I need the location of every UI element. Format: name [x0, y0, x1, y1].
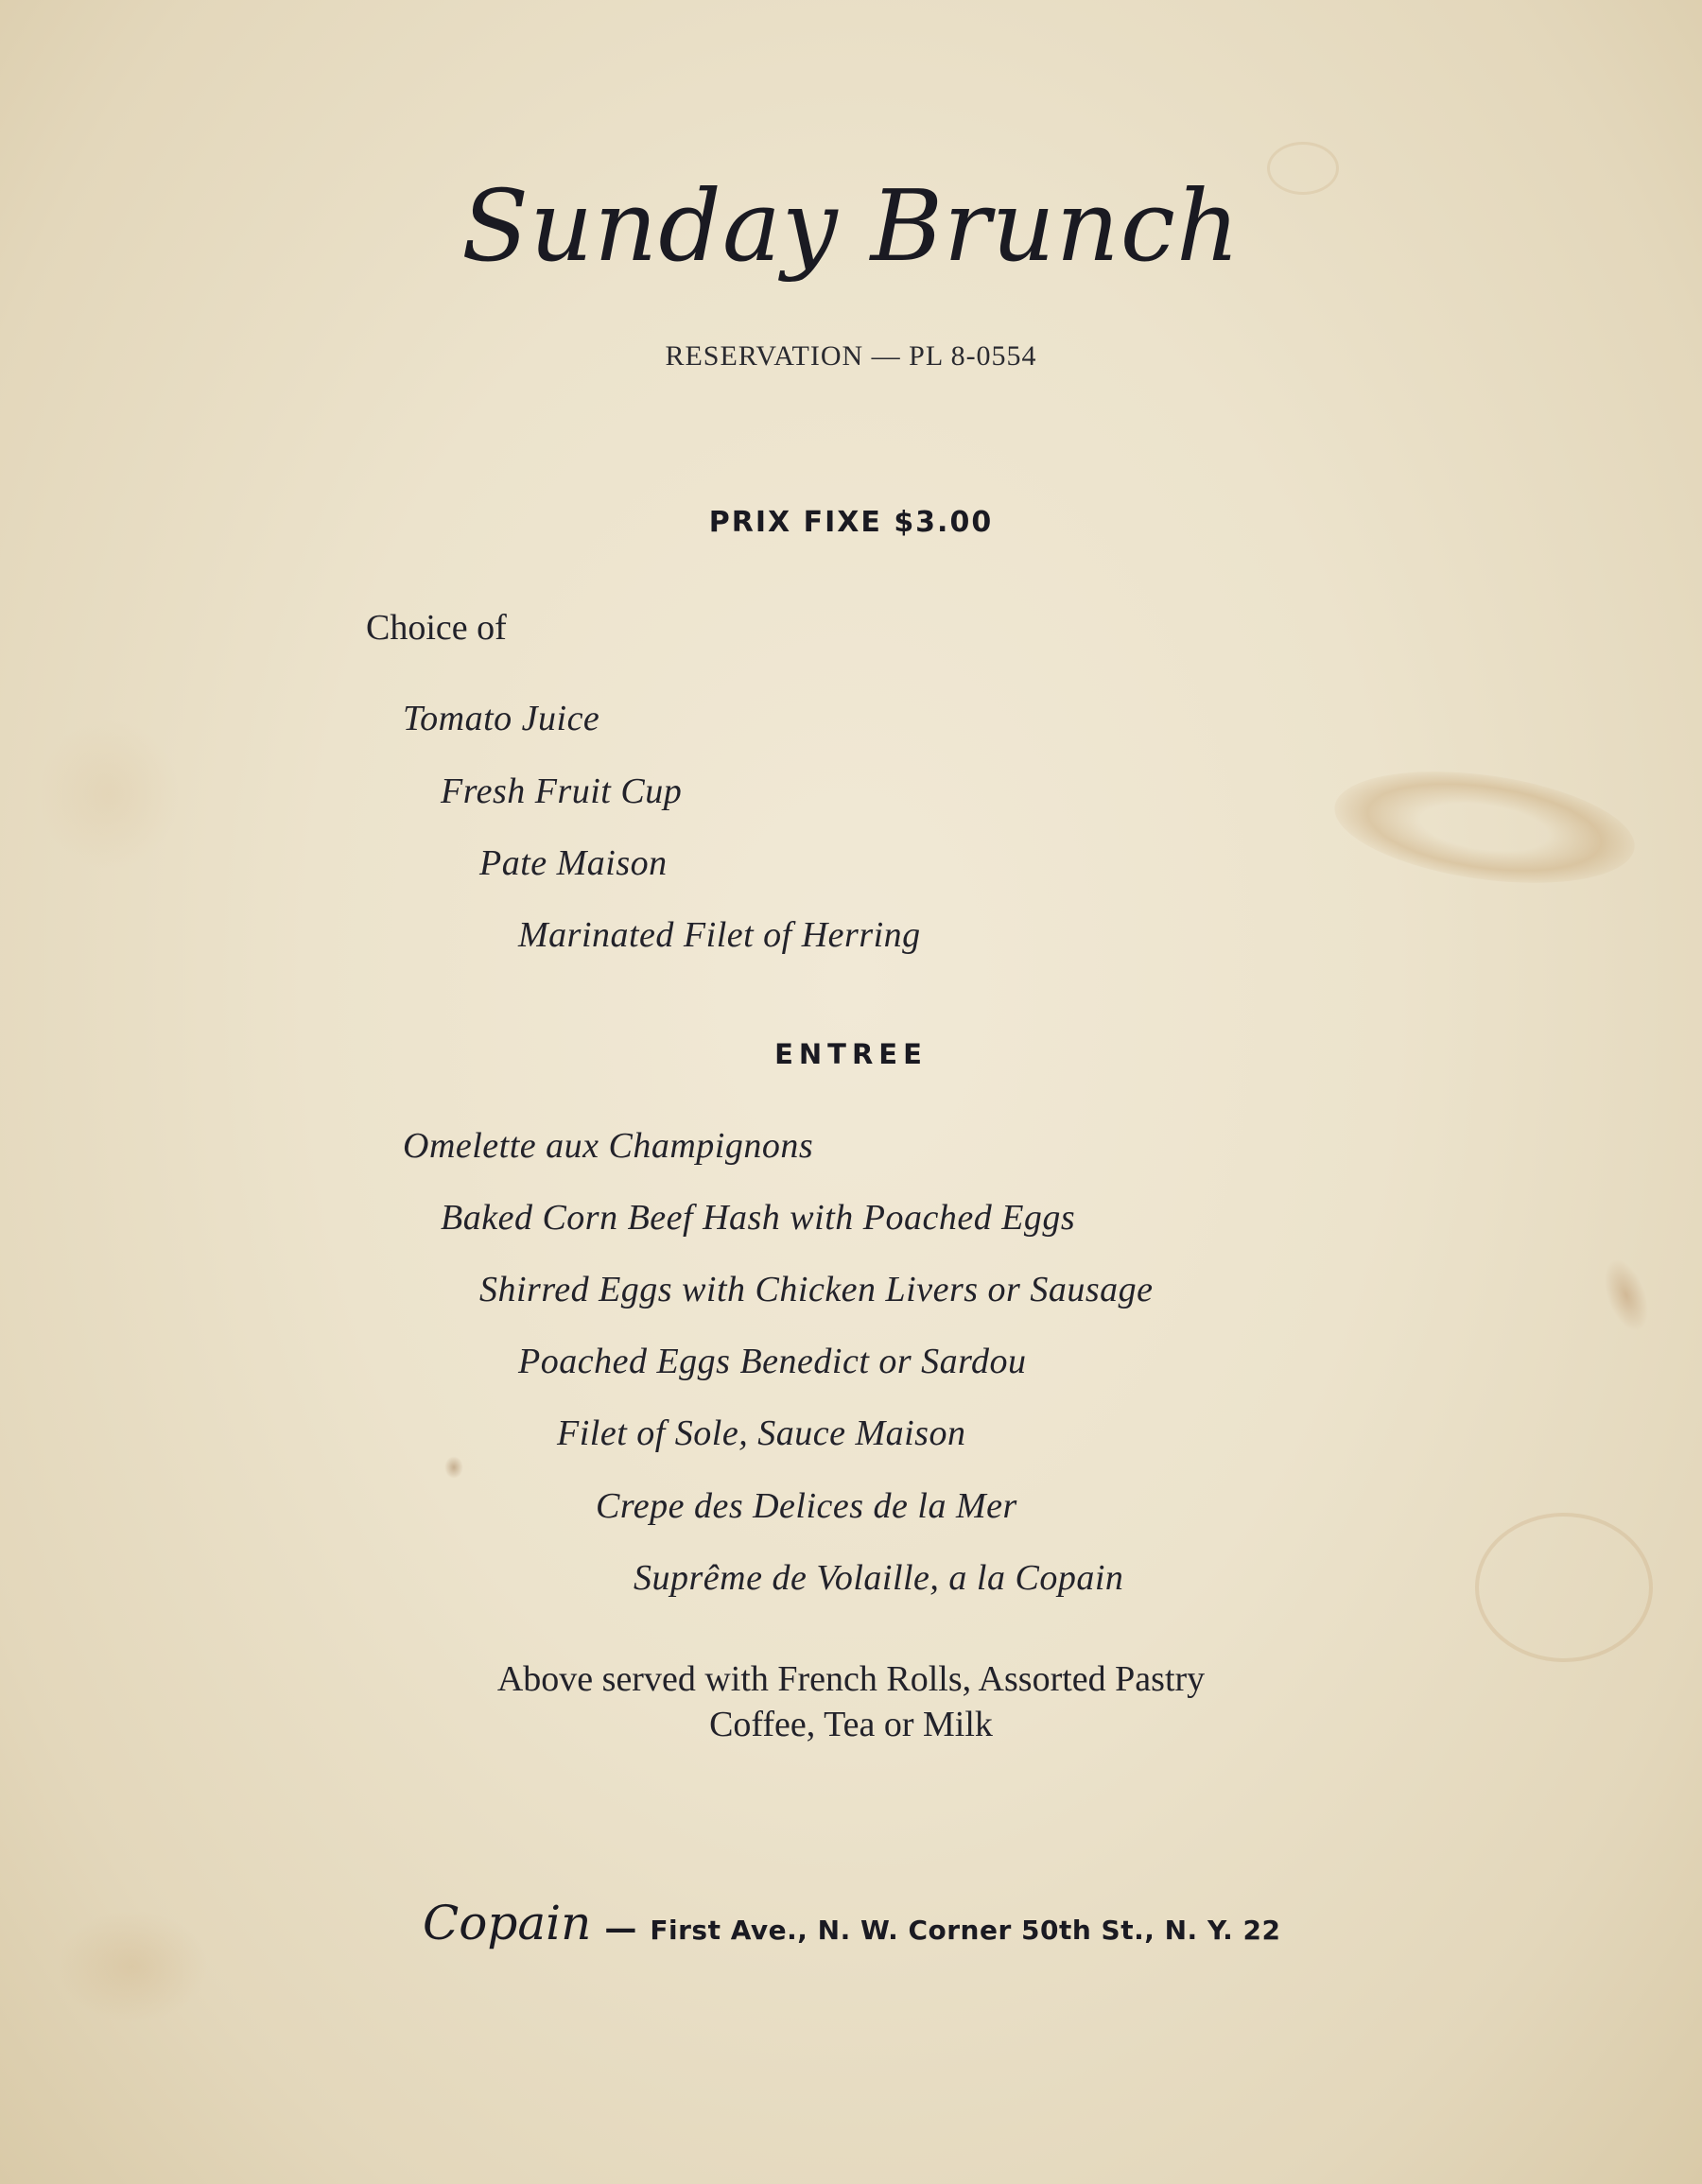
paper-stain [57, 1910, 208, 2023]
paper-stain [1596, 1254, 1658, 1338]
paper-stain [444, 1456, 463, 1479]
starter-item: Pate Maison [479, 843, 668, 883]
entree-item: Omelette aux Champignons [403, 1126, 814, 1166]
prix-fixe-line: PRIX FIXE $3.00 [708, 506, 994, 539]
starter-item: Tomato Juice [403, 699, 600, 738]
entree-item: Suprême de Volaille, a la Copain [634, 1558, 1124, 1598]
entree-item: Baked Corn Beef Hash with Poached Eggs [441, 1198, 1076, 1238]
choice-label: Choice of [366, 608, 507, 648]
reservation-line: RESERVATION — PL 8-0554 [665, 340, 1037, 372]
entree-heading: ENTREE [774, 1038, 928, 1070]
footer [423, 1896, 1280, 1950]
starter-item: Marinated Filet of Herring [518, 915, 921, 955]
menu-title: Sunday Brunch [461, 168, 1241, 284]
restaurant-address: First Ave., N. W. Corner 50th St., N. Y. 22 [650, 1915, 1281, 1946]
entree-item: Crepe des Delices de la Mer [596, 1486, 1017, 1526]
entree-item: Poached Eggs Benedict or Sardou [518, 1342, 1027, 1381]
served-line-2: Coffee, Tea or Milk [709, 1705, 993, 1744]
footer-dash: — [604, 1910, 637, 1948]
paper-stain [1328, 754, 1641, 899]
entree-item: Filet of Sole, Sauce Maison [557, 1413, 966, 1453]
starter-item: Fresh Fruit Cup [441, 771, 683, 811]
restaurant-name: Copain [423, 1896, 592, 1950]
paper-stain [38, 719, 180, 870]
served-line-1: Above served with French Rolls, Assorted Pastry [496, 1659, 1206, 1699]
entree-item: Shirred Eggs with Chicken Livers or Sausage [479, 1270, 1154, 1309]
served-with-note [0, 1656, 1702, 1747]
paper-stain [1475, 1513, 1653, 1662]
